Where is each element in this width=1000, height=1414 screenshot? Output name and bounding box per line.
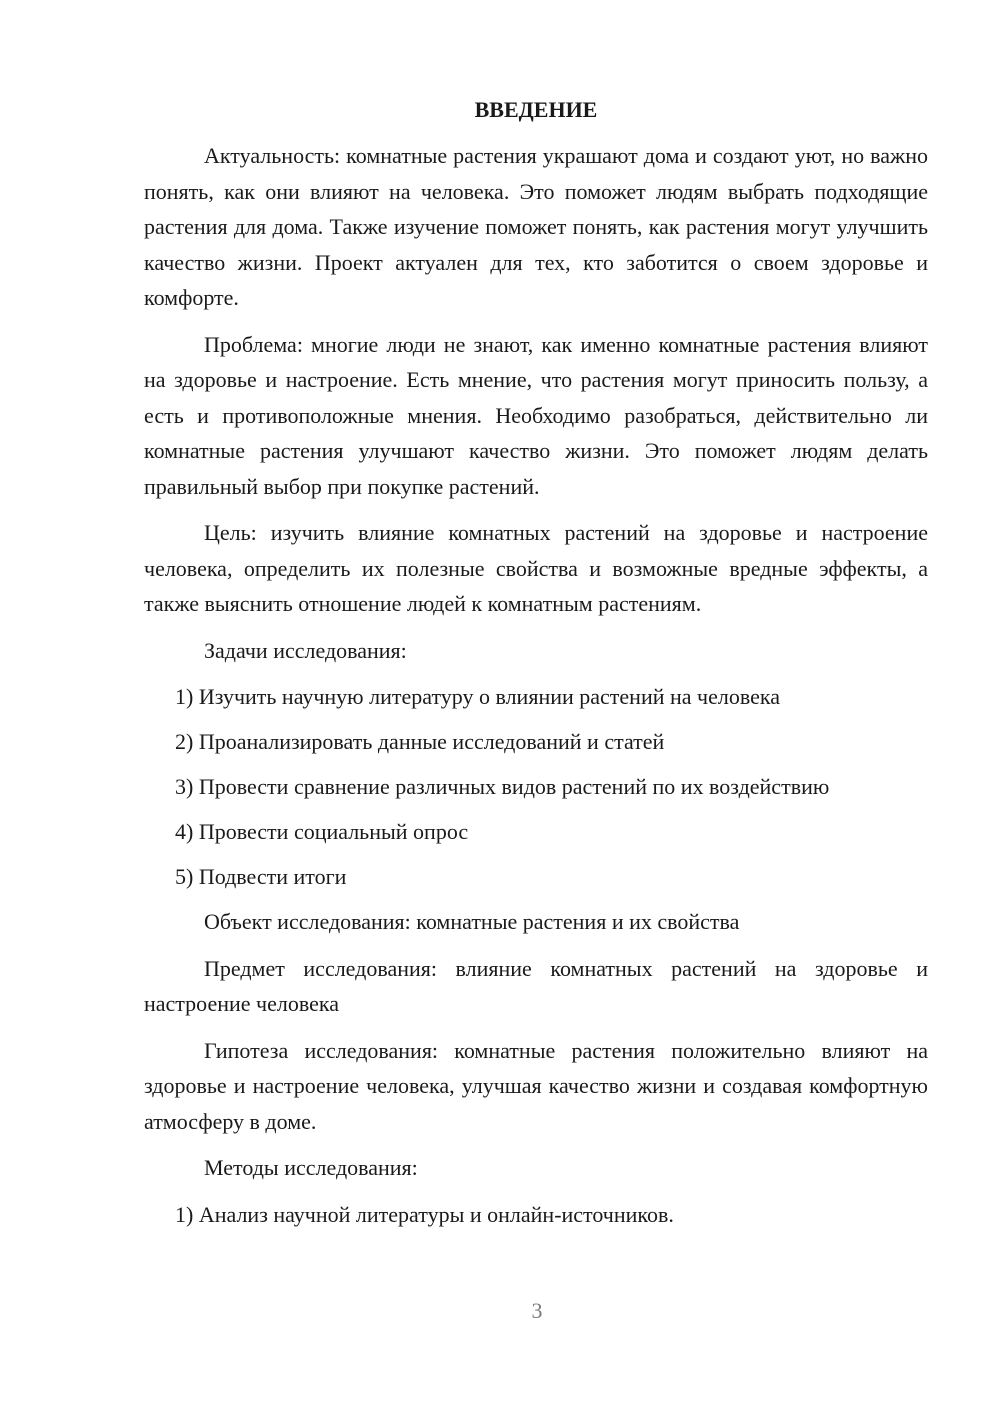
object-paragraph: Объект исследования: комнатные растения и их свойства [204,909,740,934]
list-item: 1) Изучить научную литературу о влиянии растений на человека [175,684,780,709]
subject-paragraph: Предмет исследования: влияние комнатных растений на здоровье и настроение человека [144,955,928,1016]
goal-paragraph: Цель: изучить влияние комнатных растений на здоровье и настроение человека, определить их полезные свойства и возможные вредные эффекты, а также выяснить отношение людей к комнатным растениям. [144,520,928,616]
list-item: 5) Подвести итоги [175,864,347,889]
hypothesis-paragraph: Гипотеза исследования: комнатные растения положительно влияют на здоровье и настроение человека, улучшая качество жизни и создавая комфортную атмосферу в доме. [144,1037,928,1134]
tasks-heading: Задачи исследования: [204,637,407,663]
relevance-paragraph: Актуальность: комнатные растения украшают дома и создают уют, но важно понять, как они влияют на человека. Это поможет людям выбрать подходящие растения для дома. Также изучение поможет понять, как растения могут улучшить качество жизни. Проект актуален для тех, кто заботится о своем здоровье и комфорте. [144,143,928,310]
methods-heading: Методы исследования: [204,1155,418,1180]
list-item: 3) Провести сравнение различных видов растений по их воздействию [175,774,830,799]
list-item: 2) Проанализировать данные исследований и статей [175,729,665,754]
list-item: 1) Анализ научной литературы и онлайн-источников. [175,1201,674,1227]
list-item: 4) Провести социальный опрос [175,819,469,844]
page-number: 3 [531,1298,543,1323]
methods-list [144,1197,928,1232]
page-content [144,92,928,1242]
problem-paragraph: Проблема: многие люди не знают, как именно комнатные растения влияют на здоровье и настроение. Есть мнение, что растения могут приносить пользу, а есть и противоположные мнения. Необходимо разобраться, действительно ли комнатные растения улучшают качество жизни. Это поможет людям делать правильный выбор при покупке растений. [144,331,928,499]
section-title: ВВЕДЕНИЕ [474,97,598,122]
tasks-list [144,679,928,894]
